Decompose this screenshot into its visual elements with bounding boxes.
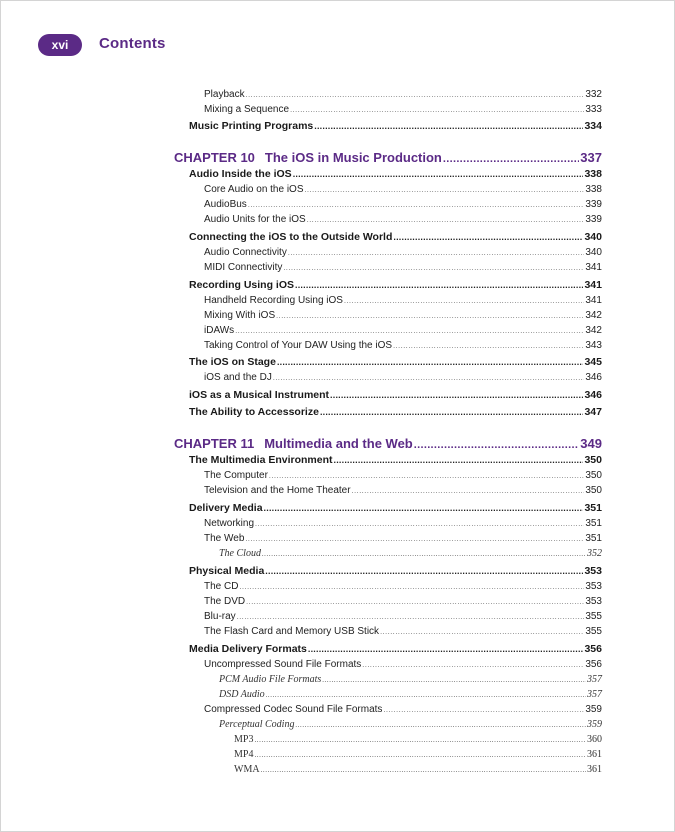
dot-leader xyxy=(269,470,584,483)
toc-entry xyxy=(204,595,602,609)
dot-leader xyxy=(237,611,585,624)
entry-label: MIDI Connectivity xyxy=(204,262,283,273)
entry-label: Audio Connectivity xyxy=(204,247,287,258)
dot-leader xyxy=(443,151,579,167)
entry-label: iDAWs xyxy=(204,325,235,336)
toc-entry xyxy=(204,309,602,323)
toc-entry xyxy=(189,565,602,578)
toc-entry xyxy=(189,406,602,419)
dot-leader xyxy=(307,214,585,227)
dot-leader xyxy=(248,199,585,212)
toc-entry xyxy=(204,469,602,483)
toc-entry xyxy=(189,120,602,133)
entry-label xyxy=(174,150,442,166)
entry-page-number: 357 xyxy=(587,674,602,685)
entry-page-number: 356 xyxy=(584,643,602,655)
toc-entry xyxy=(204,532,602,546)
toc-entry xyxy=(204,517,602,531)
entry-page-number: 338 xyxy=(585,184,602,195)
dot-leader xyxy=(308,643,584,656)
entry-page-number: 350 xyxy=(585,470,602,481)
dot-leader xyxy=(322,674,586,687)
entry-label: Audio Inside the iOS xyxy=(189,168,292,180)
entry-label: The Cloud xyxy=(219,548,261,559)
dot-leader xyxy=(293,168,584,181)
toc-entry xyxy=(219,673,602,687)
entry-label: Uncompressed Sound File Formats xyxy=(204,659,362,670)
entry-page-number: 346 xyxy=(584,389,602,401)
entry-page-number: 357 xyxy=(587,689,602,700)
dot-leader xyxy=(266,689,586,702)
dot-leader xyxy=(255,518,584,531)
entry-page-number: 333 xyxy=(585,104,602,115)
entry-page-number: 337 xyxy=(580,150,602,165)
entry-label: Audio Units for the iOS xyxy=(204,214,306,225)
toc-entry xyxy=(189,389,602,402)
dot-leader xyxy=(283,262,584,275)
entry-label: Physical Media xyxy=(189,565,265,577)
toc-entry xyxy=(204,324,602,338)
dot-leader xyxy=(254,734,586,747)
entry-page-number: 353 xyxy=(584,565,602,577)
entry-label: The iOS on Stage xyxy=(189,356,276,368)
toc-entry xyxy=(189,231,602,244)
chapter-number: CHAPTER 11 xyxy=(174,436,255,451)
entry-page-number: 347 xyxy=(584,406,602,418)
entry-label: Core Audio on the iOS xyxy=(204,184,304,195)
entry-label: Connecting the iOS to the Outside World xyxy=(189,231,393,243)
toc-entry xyxy=(234,733,602,747)
entry-page-number: 342 xyxy=(585,310,602,321)
entry-label: iOS as a Musical Instrument xyxy=(189,389,330,401)
page-title: Contents xyxy=(99,35,166,52)
toc-entry xyxy=(204,625,602,639)
dot-leader xyxy=(245,533,584,546)
dot-leader xyxy=(305,184,585,197)
entry-page-number: 343 xyxy=(585,340,602,351)
entry-page-number: 340 xyxy=(585,247,602,258)
entry-label: Playback xyxy=(204,89,245,100)
dot-leader xyxy=(264,502,584,515)
dot-leader xyxy=(383,704,584,717)
toc-entry xyxy=(204,246,602,260)
entry-page-number: 346 xyxy=(585,372,602,383)
chapter-title: Multimedia and the Web xyxy=(264,436,413,451)
dot-leader xyxy=(414,437,580,453)
dot-leader xyxy=(288,247,584,260)
dot-leader xyxy=(246,596,584,609)
entry-label: Handheld Recording Using iOS xyxy=(204,295,343,306)
entry-label: Delivery Media xyxy=(189,502,263,514)
toc-entry xyxy=(204,339,602,353)
entry-label: DSD Audio xyxy=(219,689,265,700)
entry-label: The Multimedia Environment xyxy=(189,454,333,466)
entry-label: WMA xyxy=(234,764,260,775)
dot-leader xyxy=(393,231,583,244)
dot-leader xyxy=(330,389,583,402)
dot-leader xyxy=(393,340,584,353)
dot-leader xyxy=(344,295,584,308)
entry-page-number: 342 xyxy=(585,325,602,336)
chapter-number: CHAPTER 10 xyxy=(174,150,255,165)
dot-leader xyxy=(254,749,586,762)
entry-label: The DVD xyxy=(204,596,246,607)
dot-leader xyxy=(239,581,584,594)
entry-page-number: 360 xyxy=(587,734,602,745)
entry-page-number: 332 xyxy=(585,89,602,100)
entry-label: The Flash Card and Memory USB Stick xyxy=(204,626,380,637)
entry-label: Networking xyxy=(204,518,255,529)
entry-label xyxy=(174,436,413,452)
toc-entry xyxy=(189,356,602,369)
entry-label: Music Printing Programs xyxy=(189,120,314,132)
toc-entry xyxy=(189,502,602,515)
entry-page-number: 355 xyxy=(585,626,602,637)
entry-page-number: 351 xyxy=(585,518,602,529)
dot-leader xyxy=(235,325,584,338)
toc-entry xyxy=(204,703,602,717)
entry-page-number: 353 xyxy=(585,581,602,592)
entry-page-number: 351 xyxy=(585,533,602,544)
page-number-badge: xvi xyxy=(38,34,82,56)
entry-page-number: 351 xyxy=(584,502,602,514)
dot-leader xyxy=(295,719,586,732)
dot-leader xyxy=(314,120,583,133)
toc-entry xyxy=(204,198,602,212)
entry-label: Television and the Home Theater xyxy=(204,485,351,496)
dot-leader xyxy=(276,310,584,323)
entry-page-number: 341 xyxy=(585,295,602,306)
entry-page-number: 352 xyxy=(587,548,602,559)
toc-entry xyxy=(204,213,602,227)
chapter-entry xyxy=(174,436,602,453)
entry-page-number: 341 xyxy=(584,279,602,291)
entry-label: The Web xyxy=(204,533,245,544)
entry-label: The Ability to Accessorize xyxy=(189,406,319,418)
toc-entry xyxy=(219,718,602,732)
entry-label: MP3 xyxy=(234,734,254,745)
dot-leader xyxy=(246,89,585,102)
entry-page-number: 349 xyxy=(580,436,602,451)
toc-entry xyxy=(189,279,602,292)
dot-leader xyxy=(290,104,584,117)
dot-leader xyxy=(262,548,586,561)
entry-page-number: 361 xyxy=(587,764,602,775)
dot-leader xyxy=(273,372,585,385)
toc-entry xyxy=(234,748,602,762)
chapter-title: The iOS in Music Production xyxy=(264,150,442,165)
dot-leader xyxy=(380,626,584,639)
entry-page-number: 355 xyxy=(585,611,602,622)
entry-label: AudioBus xyxy=(204,199,247,210)
entry-page-number: 361 xyxy=(587,749,602,760)
toc-entry xyxy=(204,484,602,498)
entry-page-number: 339 xyxy=(585,199,602,210)
dot-leader xyxy=(334,454,584,467)
toc-entry xyxy=(219,688,602,702)
toc-entry xyxy=(204,371,602,385)
entry-page-number: 340 xyxy=(584,231,602,243)
entry-page-number: 350 xyxy=(585,485,602,496)
toc-entry xyxy=(204,88,602,102)
entry-page-number: 359 xyxy=(587,719,602,730)
toc-entry xyxy=(189,454,602,467)
chapter-entry xyxy=(174,150,602,167)
entry-label: Blu-ray xyxy=(204,611,236,622)
toc-entry xyxy=(204,261,602,275)
entry-label: Taking Control of Your DAW Using the iOS xyxy=(204,340,393,351)
entry-page-number: 356 xyxy=(585,659,602,670)
toc-entry xyxy=(189,168,602,181)
entry-label: PCM Audio File Formats xyxy=(219,674,322,685)
dot-leader xyxy=(352,485,585,498)
toc-entry xyxy=(234,763,602,777)
dot-leader xyxy=(320,406,584,419)
entry-label: Mixing With iOS xyxy=(204,310,276,321)
entry-label: Perceptual Coding xyxy=(219,719,295,730)
entry-page-number: 338 xyxy=(584,168,602,180)
entry-label: The Computer xyxy=(204,470,268,481)
entry-label: Media Delivery Formats xyxy=(189,643,307,655)
toc-entry xyxy=(204,658,602,672)
toc-entry xyxy=(204,580,602,594)
entry-page-number: 353 xyxy=(585,596,602,607)
entry-page-number: 339 xyxy=(585,214,602,225)
toc-entry xyxy=(204,294,602,308)
dot-leader xyxy=(295,279,583,292)
toc-entry xyxy=(204,103,602,117)
dot-leader xyxy=(277,356,584,369)
toc-entry xyxy=(204,610,602,624)
entry-label: Mixing a Sequence xyxy=(204,104,290,115)
entry-label: MP4 xyxy=(234,749,254,760)
toc-entry xyxy=(219,547,602,561)
entry-page-number: 341 xyxy=(585,262,602,273)
entry-page-number: 350 xyxy=(584,454,602,466)
entry-label: The CD xyxy=(204,581,239,592)
entry-label: iOS and the DJ xyxy=(204,372,272,383)
entry-page-number: 334 xyxy=(584,120,602,132)
entry-label: Recording Using iOS xyxy=(189,279,295,291)
toc-entry xyxy=(189,643,602,656)
entry-page-number: 345 xyxy=(584,356,602,368)
toc-entry xyxy=(204,183,602,197)
entry-page-number: 359 xyxy=(585,704,602,715)
entry-label: Compressed Codec Sound File Formats xyxy=(204,704,383,715)
dot-leader xyxy=(362,659,584,672)
dot-leader xyxy=(261,764,586,777)
dot-leader xyxy=(265,565,583,578)
